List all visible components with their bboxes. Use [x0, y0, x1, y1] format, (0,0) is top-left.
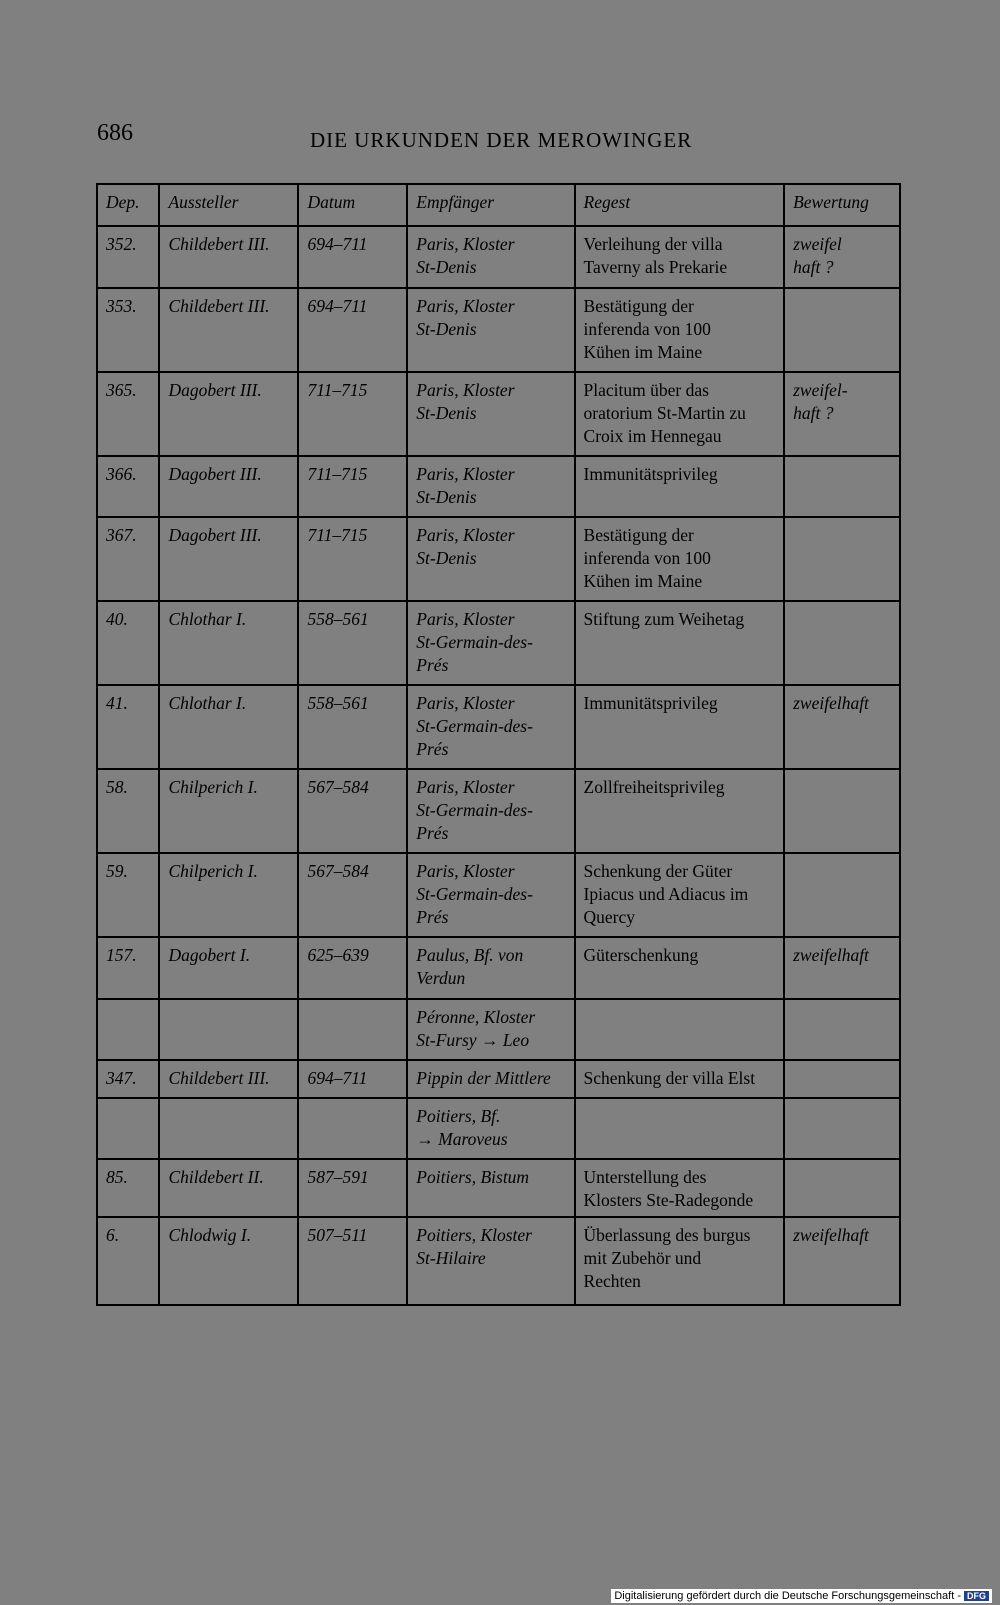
header-regest: Regest [575, 184, 785, 226]
cell-regest: Verleihung der villa Taverny als Prekarie [575, 226, 785, 288]
header-bewertung: Bewertung [784, 184, 900, 226]
cell-datum: 694–711 [298, 288, 407, 372]
page-number: 686 [97, 120, 133, 146]
table-row [97, 1060, 900, 1098]
cell-dep [97, 1098, 159, 1159]
cell-dep: 41. [97, 685, 159, 769]
cell-aussteller: Dagobert III. [159, 372, 298, 456]
cell-empfaenger: Péronne, Kloster St-Fursy → Leo [407, 999, 574, 1060]
cell-bewertung: zweifelhaft [784, 685, 900, 769]
cell-empfaenger: Poitiers, Kloster St-Hilaire [407, 1217, 574, 1305]
cell-regest: Immunitätsprivileg [575, 685, 785, 769]
cell-empfaenger: Poitiers, Bistum [407, 1159, 574, 1217]
cell-datum: 711–715 [298, 456, 407, 517]
table-row [97, 517, 900, 601]
cell-datum: 711–715 [298, 372, 407, 456]
table-row [97, 1098, 900, 1159]
header-empfaenger: Empfänger [407, 184, 574, 226]
cell-regest: Zollfreiheitsprivileg [575, 769, 785, 853]
cell-datum: 567–584 [298, 769, 407, 853]
cell-datum [298, 999, 407, 1060]
cell-empfaenger: Paris, Kloster St-Denis [407, 456, 574, 517]
table-row [97, 601, 900, 685]
cell-aussteller: Childebert III. [159, 1060, 298, 1098]
cell-bewertung [784, 853, 900, 937]
cell-empfaenger: Paris, Kloster St-Germain-des- Prés [407, 601, 574, 685]
running-head: DIE URKUNDEN DER MEROWINGER [310, 128, 693, 152]
dfg-logo-icon: DFG [964, 1591, 989, 1601]
cell-bewertung [784, 769, 900, 853]
table-header-row [97, 184, 900, 226]
cell-dep: 353. [97, 288, 159, 372]
table-row [97, 456, 900, 517]
table-row [97, 372, 900, 456]
cell-empfaenger: Poitiers, Bf. → Maroveus [407, 1098, 574, 1159]
cell-regest: Güterschenkung [575, 937, 785, 999]
cell-empfaenger: Pippin der Mittlere [407, 1060, 574, 1098]
cell-bewertung [784, 1098, 900, 1159]
cell-datum: 507–511 [298, 1217, 407, 1305]
cell-bewertung [784, 456, 900, 517]
cell-empfaenger: Paris, Kloster St-Germain-des- Prés [407, 853, 574, 937]
cell-aussteller: Chlodwig I. [159, 1217, 298, 1305]
cell-regest: Immunitätsprivileg [575, 456, 785, 517]
header-datum: Datum [298, 184, 407, 226]
cell-bewertung: zweifelhaft [784, 1217, 900, 1305]
table-row [97, 999, 900, 1060]
table-body [97, 226, 900, 1305]
cell-bewertung: zweifelhaft [784, 937, 900, 999]
cell-aussteller: Dagobert I. [159, 937, 298, 999]
cell-empfaenger: Paris, Kloster St-Denis [407, 372, 574, 456]
cell-empfaenger: Paulus, Bf. von Verdun [407, 937, 574, 999]
cell-datum: 567–584 [298, 853, 407, 937]
cell-dep: 59. [97, 853, 159, 937]
cell-dep: 347. [97, 1060, 159, 1098]
cell-bewertung: zweifel haft ? [784, 226, 900, 288]
table-row [97, 685, 900, 769]
cell-regest [575, 999, 785, 1060]
cell-aussteller: Chlothar I. [159, 685, 298, 769]
cell-regest [575, 1098, 785, 1159]
table-row [97, 1217, 900, 1305]
cell-datum [298, 1098, 407, 1159]
digitization-footer [611, 1589, 992, 1603]
cell-regest: Bestätigung der inferenda von 100 Kühen im Maine [575, 517, 785, 601]
cell-bewertung [784, 1159, 900, 1217]
cell-empfaenger: Paris, Kloster St-Denis [407, 517, 574, 601]
cell-aussteller [159, 999, 298, 1060]
cell-aussteller: Chilperich I. [159, 769, 298, 853]
cell-bewertung [784, 288, 900, 372]
table-row [97, 288, 900, 372]
header-dep: Dep. [97, 184, 159, 226]
cell-empfaenger: Paris, Kloster St-Germain-des- Prés [407, 769, 574, 853]
cell-datum: 587–591 [298, 1159, 407, 1217]
cell-dep: 367. [97, 517, 159, 601]
cell-dep: 58. [97, 769, 159, 853]
table-row [97, 226, 900, 288]
cell-aussteller: Childebert III. [159, 226, 298, 288]
cell-dep: 6. [97, 1217, 159, 1305]
cell-dep: 40. [97, 601, 159, 685]
cell-aussteller: Childebert II. [159, 1159, 298, 1217]
table-row [97, 769, 900, 853]
cell-datum: 625–639 [298, 937, 407, 999]
cell-bewertung [784, 601, 900, 685]
table-row [97, 1159, 900, 1217]
cell-dep: 157. [97, 937, 159, 999]
cell-bewertung [784, 517, 900, 601]
cell-dep: 366. [97, 456, 159, 517]
cell-datum: 558–561 [298, 685, 407, 769]
cell-datum: 558–561 [298, 601, 407, 685]
document-register-table [96, 183, 901, 1306]
cell-aussteller: Childebert III. [159, 288, 298, 372]
header-aussteller: Aussteller [159, 184, 298, 226]
cell-bewertung [784, 1060, 900, 1098]
cell-bewertung [784, 999, 900, 1060]
cell-dep [97, 999, 159, 1060]
cell-empfaenger: Paris, Kloster St-Denis [407, 226, 574, 288]
cell-aussteller [159, 1098, 298, 1159]
cell-dep: 365. [97, 372, 159, 456]
cell-datum: 694–711 [298, 226, 407, 288]
cell-datum: 694–711 [298, 1060, 407, 1098]
cell-regest: Schenkung der Güter Ipiacus und Adiacus im Quercy [575, 853, 785, 937]
cell-empfaenger: Paris, Kloster St-Denis [407, 288, 574, 372]
table-row [97, 853, 900, 937]
cell-aussteller: Dagobert III. [159, 456, 298, 517]
cell-aussteller: Chilperich I. [159, 853, 298, 937]
table-row [97, 937, 900, 999]
cell-aussteller: Dagobert III. [159, 517, 298, 601]
cell-dep: 352. [97, 226, 159, 288]
cell-regest: Überlassung des burgus mit Zubehör und Rechten [575, 1217, 785, 1305]
cell-aussteller: Chlothar I. [159, 601, 298, 685]
cell-bewertung: zweifel- haft ? [784, 372, 900, 456]
footer-text: Digitalisierung gefördert durch die Deutsche Forschungsgemeinschaft - [614, 1590, 961, 1602]
cell-empfaenger: Paris, Kloster St-Germain-des- Prés [407, 685, 574, 769]
cell-regest: Stiftung zum Weihetag [575, 601, 785, 685]
cell-regest: Schenkung der villa Elst [575, 1060, 785, 1098]
cell-regest: Placitum über das oratorium St-Martin zu Croix im Hennegau [575, 372, 785, 456]
cell-regest: Unterstellung des Klosters Ste-Radegonde [575, 1159, 785, 1217]
cell-datum: 711–715 [298, 517, 407, 601]
cell-dep: 85. [97, 1159, 159, 1217]
cell-regest: Bestätigung der inferenda von 100 Kühen im Maine [575, 288, 785, 372]
